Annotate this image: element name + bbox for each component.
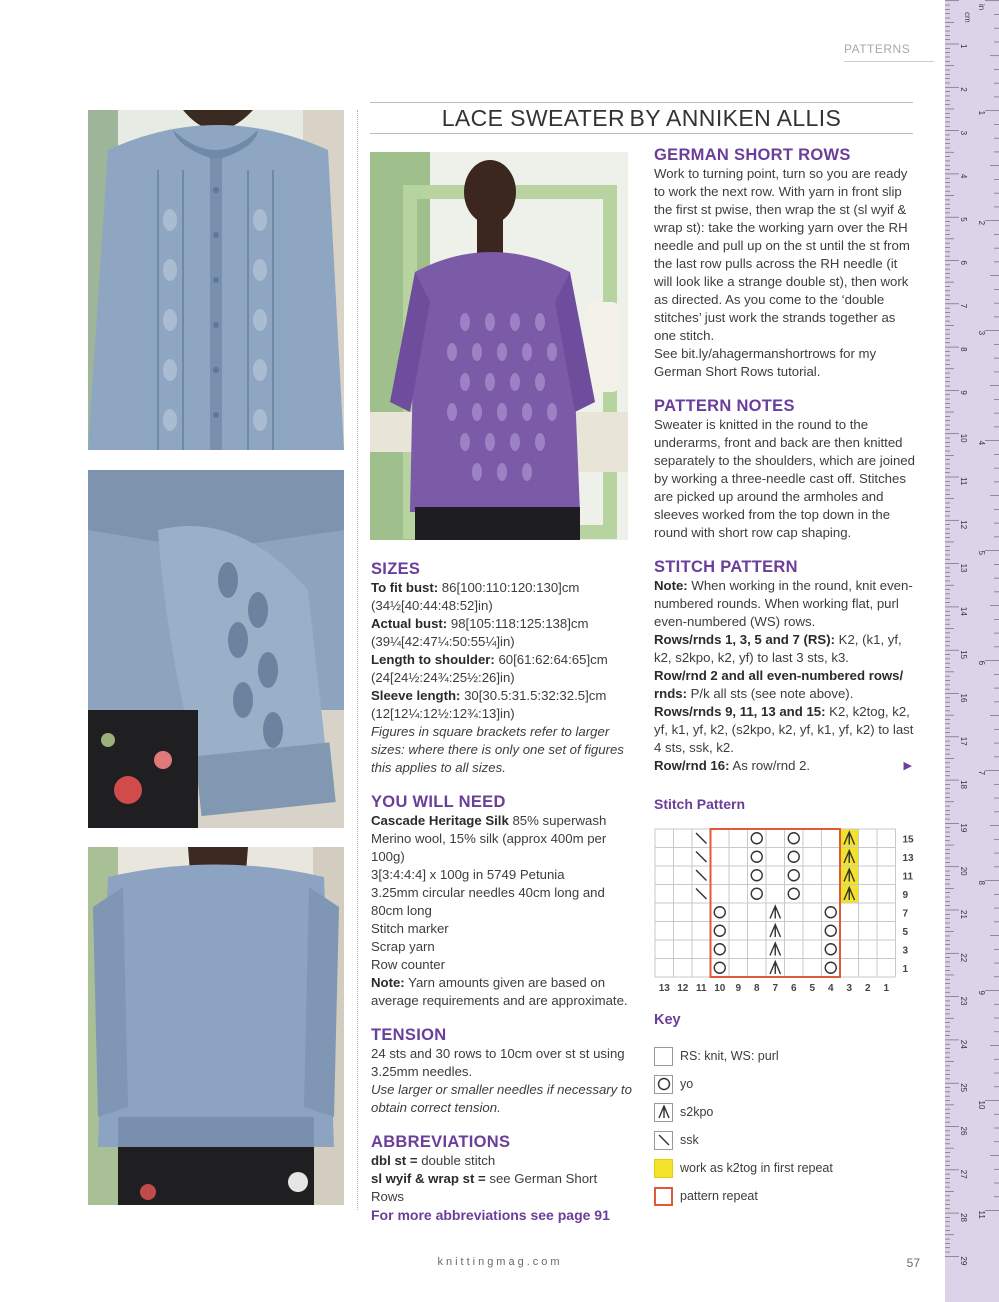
sizes-line: Actual bust: 98[105:118:125:138]cm bbox=[371, 616, 589, 631]
ruler-cm-number: 5 bbox=[959, 217, 968, 222]
stitch-pattern-note: Note: When working in the round, knit even-numbered rounds. When working flat, purl even-numbered (WS) rows. bbox=[654, 578, 913, 629]
key-item-knit: RS: knit, WS: purl bbox=[654, 1042, 916, 1070]
blank-square-icon bbox=[654, 1047, 673, 1066]
german-short-rows-heading: GERMAN SHORT ROWS bbox=[654, 146, 851, 164]
ssk-mark bbox=[696, 889, 707, 900]
key-heading: Key bbox=[654, 1012, 681, 1028]
column-label: 5 bbox=[809, 983, 816, 994]
key-item-s2kpo: s2kpo bbox=[654, 1098, 916, 1126]
sizes-line: (24[24½:24¾:25½:26]in) bbox=[371, 670, 515, 685]
footer-url: knittingmag.com bbox=[437, 1256, 563, 1268]
ssk-mark bbox=[696, 852, 707, 863]
ruler-in-number: 9 bbox=[977, 990, 986, 995]
right-text-column bbox=[654, 146, 916, 775]
column-label: 12 bbox=[677, 983, 689, 994]
photo-cardigan-back bbox=[88, 847, 344, 1205]
yo-mark bbox=[825, 944, 836, 955]
s2kpo-mark bbox=[770, 925, 781, 938]
ruler-cm-number: 8 bbox=[959, 347, 968, 352]
ruler-cm-number: 26 bbox=[959, 1126, 968, 1136]
column-label: 1 bbox=[883, 983, 890, 994]
pattern-notes-heading: PATTERN NOTES bbox=[654, 397, 795, 415]
more-abbreviations-link[interactable]: For more abbreviations see page 91 bbox=[371, 1207, 610, 1223]
row-label: 1 bbox=[902, 963, 909, 975]
ruler-in-number: 4 bbox=[977, 440, 986, 446]
ruler-in-label: in bbox=[977, 4, 986, 11]
ruler-cm-number: 19 bbox=[959, 823, 968, 833]
ruler-in-number: 2 bbox=[977, 220, 986, 226]
sizes-line: (34½[40:44:48:52]in) bbox=[371, 598, 493, 613]
ruler-in-number: 8 bbox=[977, 880, 986, 886]
stitch-chart bbox=[654, 826, 916, 996]
yo-mark bbox=[788, 888, 799, 899]
ruler-cm-number: 28 bbox=[959, 1213, 968, 1223]
ssk-mark bbox=[696, 870, 707, 881]
section-tag: PATTERNS bbox=[844, 42, 934, 62]
sizes-note: Figures in square brackets refer to larger sizes: where there is only one set of figures this applies to all sizes. bbox=[371, 724, 624, 775]
column-label: 6 bbox=[790, 983, 797, 994]
left-text-column bbox=[371, 560, 633, 1224]
yo-mark bbox=[788, 851, 799, 862]
yellow-square-icon bbox=[654, 1159, 673, 1178]
abbreviation-item: sl wyif & wrap st = see German Short Rows bbox=[371, 1171, 598, 1204]
ruler-cm-number: 27 bbox=[959, 1169, 968, 1179]
stitch-row-instruction: Row/rnd 2 and all even-numbered rows/ rnds: P/k all sts (see note above). bbox=[654, 668, 904, 701]
sizes-line: Length to shoulder: 60[61:62:64:65]cm bbox=[371, 652, 608, 667]
sizes-line: (39¼[42:47¼:50:55¼]in) bbox=[371, 634, 515, 649]
row-label: 11 bbox=[902, 871, 914, 883]
photo-cardigan-front bbox=[88, 110, 344, 450]
ruler-in-number: 7 bbox=[977, 770, 986, 776]
abbreviation-item: dbl st = double stitch bbox=[371, 1153, 496, 1168]
ruler-cm-number: 20 bbox=[959, 866, 968, 876]
row-label: 3 bbox=[902, 945, 909, 957]
key-item-ssk: ssk bbox=[654, 1126, 916, 1154]
row-label: 9 bbox=[902, 889, 909, 901]
title-main: LACE SWEATER bbox=[441, 105, 626, 131]
ruler-cm-number: 12 bbox=[959, 520, 968, 530]
stitch-row-instruction: Rows/rnds 1, 3, 5 and 7 (RS): K2, (k1, yf, k2, s2kpo, k2, yf) to last 3 sts, k3. bbox=[654, 632, 902, 665]
key-item-repeat: pattern repeat bbox=[654, 1182, 916, 1210]
column-label: 10 bbox=[714, 983, 726, 994]
ruler-cm-number: 18 bbox=[959, 780, 968, 790]
photo-lace-sweater-model bbox=[370, 152, 628, 540]
column-label: 13 bbox=[658, 983, 670, 994]
column-label: 3 bbox=[846, 983, 853, 994]
ruler-cm-number: 9 bbox=[959, 390, 968, 395]
ruler-cm-number: 22 bbox=[959, 953, 968, 963]
ruler-cm-number: 13 bbox=[959, 563, 968, 573]
ruler-cm-number: 7 bbox=[959, 303, 968, 309]
chart-title: Stitch Pattern bbox=[654, 796, 746, 812]
ruler-cm-number: 25 bbox=[959, 1083, 968, 1093]
ruler-cm-number: 11 bbox=[959, 477, 968, 486]
ruler-in-number: 5 bbox=[977, 550, 986, 556]
s2kpo-mark bbox=[770, 943, 781, 956]
ruler-cm-number: 3 bbox=[959, 130, 968, 136]
row-label: 7 bbox=[902, 908, 909, 920]
tension-heading: TENSION bbox=[371, 1026, 447, 1044]
materials-item: Scrap yarn bbox=[371, 939, 435, 954]
measuring-ruler bbox=[945, 0, 999, 1302]
yo-mark bbox=[714, 962, 725, 973]
pattern-notes-text: Sweater is knitted in the round to the underarms, front and back are then knitted separately to the shoulders, which are joined by working a three-needle cast off. Stitches are picked up around the armholes and sleeves worked from the top down in the round with short row cap shaping. bbox=[654, 417, 915, 540]
column-label: 7 bbox=[772, 983, 779, 994]
yo-mark bbox=[825, 925, 836, 936]
ssk-mark bbox=[696, 833, 707, 844]
column-divider bbox=[357, 110, 358, 1210]
ruler-cm-number: 29 bbox=[959, 1256, 968, 1266]
ruler-in-number: 1 bbox=[977, 110, 986, 116]
sizes-heading: SIZES bbox=[371, 560, 421, 578]
yo-mark bbox=[825, 962, 836, 973]
materials-item: 3.25mm circular needles 40cm long and 80cm long bbox=[371, 885, 605, 918]
yo-mark bbox=[714, 925, 725, 936]
row-label: 13 bbox=[902, 852, 914, 864]
yo-mark bbox=[714, 907, 725, 918]
ruler-cm-number: 10 bbox=[959, 433, 968, 443]
materials-note: Note: Yarn amounts given are based on average requirements and are approximate. bbox=[371, 975, 628, 1008]
column-label: 2 bbox=[864, 983, 871, 994]
yo-mark bbox=[788, 833, 799, 844]
yo-mark bbox=[788, 870, 799, 881]
ruler-in-number: 3 bbox=[977, 330, 986, 336]
materials-item: 3[3:4:4:4] x 100g in 5749 Petunia bbox=[371, 867, 565, 882]
key-list bbox=[654, 1042, 916, 1210]
article-title bbox=[370, 102, 913, 134]
ruler-cm-number: 15 bbox=[959, 650, 968, 660]
ruler-cm-label: cm bbox=[963, 12, 972, 23]
ruler-cm-number: 14 bbox=[959, 606, 968, 616]
tension-text: 24 sts and 30 rows to 10cm over st st using 3.25mm needles. bbox=[371, 1046, 625, 1079]
ruler-cm-number: 2 bbox=[959, 87, 968, 92]
column-label: 11 bbox=[695, 983, 707, 994]
ruler-in-number: 11 bbox=[977, 1210, 986, 1219]
ruler-cm-number: 1 bbox=[959, 44, 968, 49]
circle-icon bbox=[654, 1075, 673, 1094]
yo-mark bbox=[751, 870, 762, 881]
abbreviations-heading: ABBREVIATIONS bbox=[371, 1133, 511, 1151]
stitch-row-instruction: Rows/rnds 9, 11, 13 and 15: K2, k2tog, k2, yf, k1, yf, k2, (s2kpo, k2, yf, k1, yf, k2) to last 4 sts, ssk, k2. bbox=[654, 704, 914, 755]
column-label: 8 bbox=[753, 983, 760, 994]
ruler-cm-number: 24 bbox=[959, 1039, 968, 1049]
ruler-cm-number: 23 bbox=[959, 996, 968, 1006]
ruler-cm-number: 21 bbox=[959, 910, 968, 919]
yarn-description: Cascade Heritage Silk 85% superwash Merino wool, 15% silk (approx 400m per 100g) bbox=[371, 813, 607, 864]
yo-mark bbox=[751, 888, 762, 899]
title-byline: BY ANNIKEN ALLIS bbox=[629, 105, 842, 131]
sizes-line: Sleeve length: 30[30.5:31.5:32:32.5]cm bbox=[371, 688, 607, 703]
materials-item: Stitch marker bbox=[371, 921, 449, 936]
row-label: 5 bbox=[902, 926, 909, 938]
stitch-pattern-heading: STITCH PATTERN bbox=[654, 558, 798, 576]
ruler-in-number: 6 bbox=[977, 660, 986, 666]
ruler-svg bbox=[945, 0, 999, 1302]
tension-note: Use larger or smaller needles if necessary to obtain correct tension. bbox=[371, 1082, 632, 1115]
ruler-in-number: 10 bbox=[977, 1100, 986, 1110]
german-short-rows-text: Work to turning point, turn so you are ready to work the next row. With yarn in front slip the first st pwise, then wrap the st (sl wyif & wrap st): take the working yarn over the RH needle and pull up on the st until the st from the last row pulls across the RH needle (it will look like a strange double st), then work as directed. As you come to the ‘double stitches’ just work the strands together as one stitch. bbox=[654, 166, 910, 343]
column-label: 9 bbox=[735, 983, 742, 994]
stitch-row-instruction: Row/rnd 16: As row/rnd 2. ▶ bbox=[654, 758, 912, 773]
photo-sleeve-detail bbox=[88, 470, 344, 828]
yo-mark bbox=[825, 907, 836, 918]
key-item-yo: yo bbox=[654, 1070, 916, 1098]
ruler-cm-number: 6 bbox=[959, 260, 968, 265]
ruler-cm-number: 16 bbox=[959, 693, 968, 703]
red-outline-square-icon bbox=[654, 1187, 673, 1206]
sizes-line: To fit bust: 86[100:110:120:130]cm bbox=[371, 580, 580, 595]
sizes-line: (12[12¼:12½:12¾:13]in) bbox=[371, 706, 515, 721]
sizes-list bbox=[371, 579, 633, 723]
column-label: 4 bbox=[827, 983, 834, 994]
yo-mark bbox=[751, 833, 762, 844]
continue-arrow-icon: ▶ bbox=[903, 760, 912, 772]
s2kpo-mark bbox=[770, 906, 781, 919]
german-short-rows-link[interactable]: See bit.ly/ahagermanshortrows for my German Short Rows tutorial. bbox=[654, 346, 877, 379]
you-will-need-heading: YOU WILL NEED bbox=[371, 793, 506, 811]
ruler-cm-number: 17 bbox=[959, 736, 968, 746]
s2kpo-icon bbox=[654, 1103, 673, 1122]
s2kpo-mark bbox=[770, 962, 781, 975]
ruler-cm-number: 4 bbox=[959, 173, 968, 179]
yo-mark bbox=[751, 851, 762, 862]
key-item-yellow: work as k2tog in first repeat bbox=[654, 1154, 916, 1182]
materials-item: Row counter bbox=[371, 957, 446, 972]
stitch-chart-svg bbox=[654, 826, 916, 996]
ssk-icon bbox=[654, 1131, 673, 1150]
page-number: 57 bbox=[906, 1256, 920, 1270]
row-label: 15 bbox=[902, 834, 914, 846]
yo-mark bbox=[714, 944, 725, 955]
